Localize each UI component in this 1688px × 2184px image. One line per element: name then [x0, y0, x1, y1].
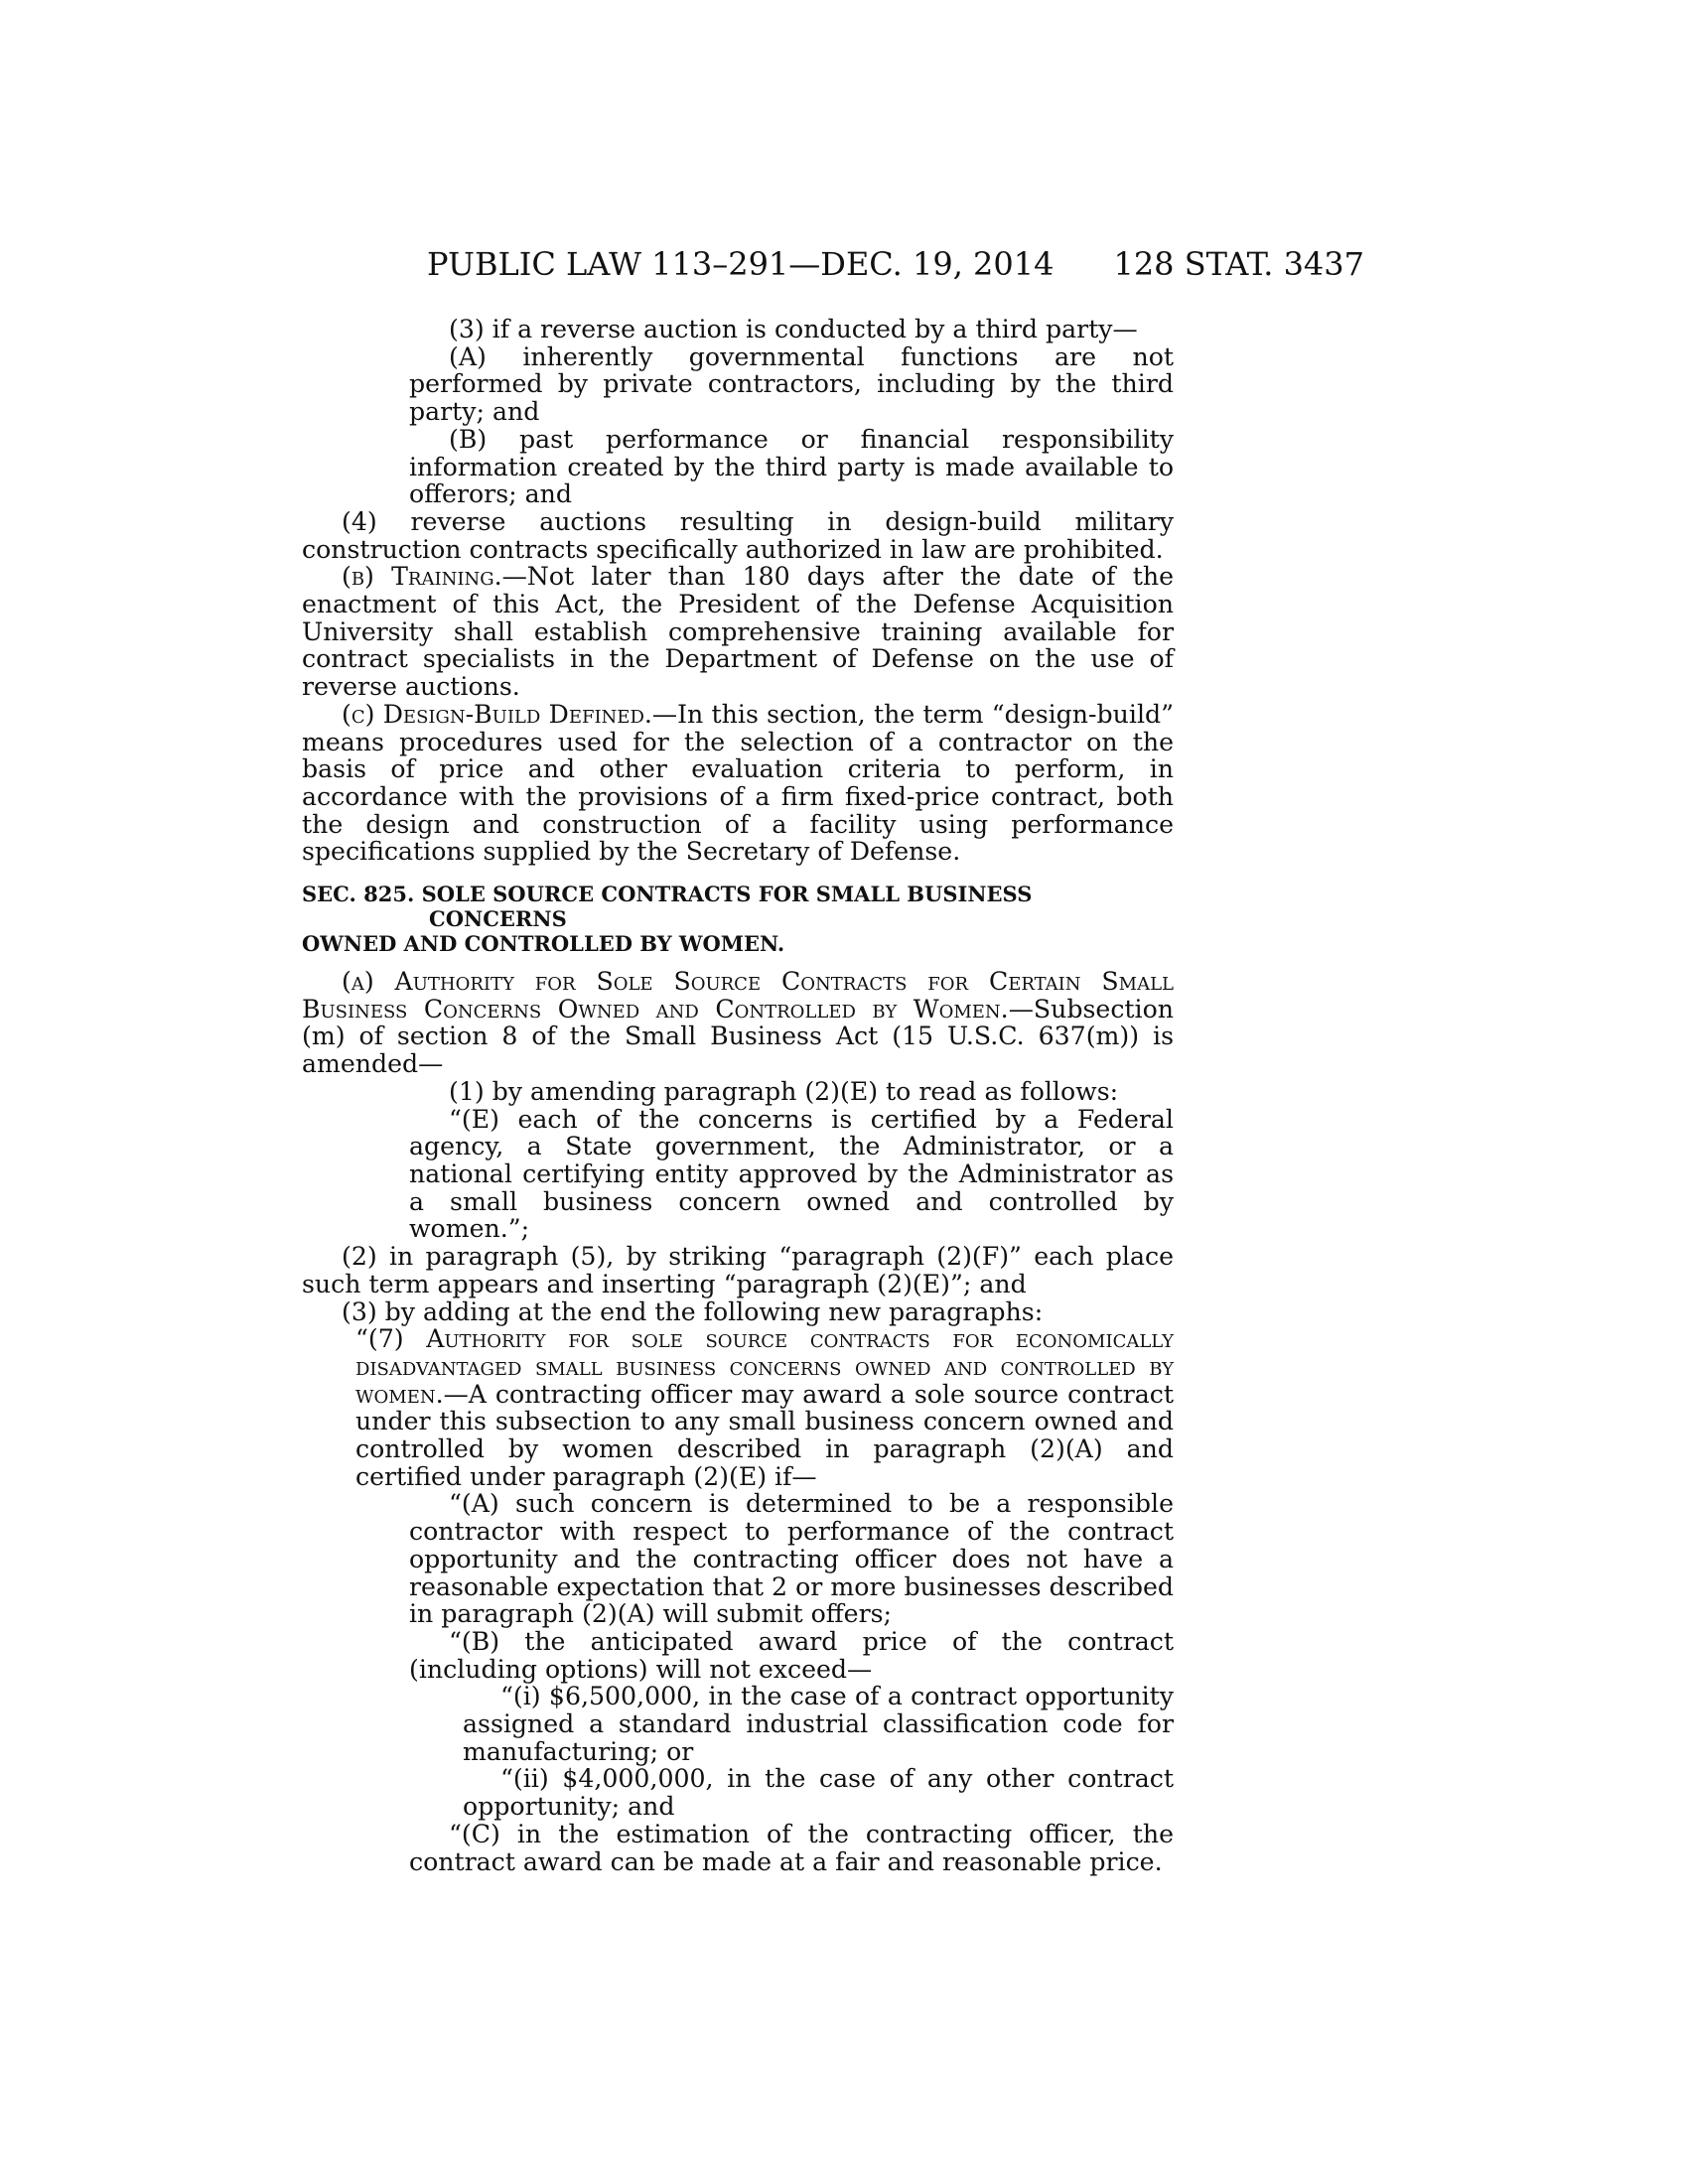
subsection-b-text: Not later than 180 days after the date of the enactment of this Act, the President of the Defense Acquisition University shall establish comprehensive training available for contract specialists in the Department of Defense on the use of reverse auctions. [302, 562, 1174, 702]
running-header-stat-page: 128 STAT. 3437 [1113, 245, 1364, 283]
paragraph-7-b-ii: “(ii) $4,000,000, in the case of any other contract opportunity; and [463, 1764, 1174, 1822]
subsection-b [302, 563, 1174, 701]
new-paragraph-7-text: A contracting officer may award a sole source contract under this subsection to any small business concern owned and controlled by women described in paragraph (2)(A) and certified under paragraph (2)(E) if— [355, 1379, 1174, 1491]
subsection-c-text: In this section, the term “design-build” means procedures used for the selection of a contractor on the basis of price and other evaluation criteria to perform, in accordance with the provisions of a firm fixed-price contract, both the design and construction of a facility using performance specifications supplied by the Secretary of Defense. [302, 699, 1174, 867]
section-heading-line-2: OWNED AND CONTROLLED BY WOMEN. [302, 931, 785, 957]
running-header-title: PUBLIC LAW 113–291—DEC. 19, 2014 [427, 245, 1055, 283]
amendment-1-paragraph-e: “(E) each of the concerns is certified by a Federal agency, a State government, the Administrator, or a national certifying entity approved by the Administrator as a small business concern owned and controlled by women.”; [409, 1104, 1174, 1244]
paragraph-4: (4) reverse auctions resulting in design-build military construction contracts specifically authorized in law are prohibited. [302, 506, 1174, 564]
subsection-b-heading: (b) Training.— [342, 562, 527, 592]
amendment-2: (2) in paragraph (5), by striking “paragraph (2)(F)” each place such term appears and inserting “paragraph (2)(E)”; and [302, 1242, 1174, 1298]
subsection-a-text: Subsection (m) of section 8 of the Small Business Act (15 U.S.C. 637(m)) is amended— [302, 994, 1174, 1079]
paragraph-3-b: (B) past performance or financial responsibility information created by the third party is made available to offerors; and [409, 424, 1174, 509]
amendment-3: (3) by adding at the end the following new paragraphs: [342, 1297, 1044, 1326]
paragraph-7-c: “(C) in the estimation of the contracting officer, the contract award can be made at a fair and reasonable price. [409, 1819, 1174, 1876]
amendment-1: (1) by amending paragraph (2)(E) to read as follows: [449, 1076, 1119, 1106]
section-825-heading [302, 882, 1174, 956]
paragraph-3: (3) if a reverse auction is conducted by a third party— [449, 315, 1138, 343]
paragraph-3-a: (A) inherently governmental functions are not performed by private contractors, including by the third party; and [409, 341, 1174, 427]
paragraph-7-a: “(A) such concern is determined to be a responsible contractor with respect to performance of the contract opportunity and the contracting officer does not have a reasonable expectation that 2 or more businesses described in paragraph (2)(A) will submit offers; [409, 1489, 1174, 1629]
subsection-a-heading: (a) Authority for Sole Source Contracts for Certain Small Business Concerns Owned and Controlled by Women.— [302, 967, 1174, 1024]
document-body [302, 316, 1174, 1875]
new-paragraph-7-heading: “(7) Authority for sole source contracts for economically disadvantaged small business concerns owned and controlled by women.— [355, 1324, 1174, 1409]
paragraph-7-b-i: “(i) $6,500,000, in the case of a contract opportunity assigned a standard industrial classification code for manufacturing; or [463, 1682, 1174, 1766]
subsection-a [302, 968, 1174, 1078]
subsection-c-heading: (c) Design-Build Defined.— [342, 699, 678, 729]
paragraph-7-b: “(B) the anticipated award price of the contract (including options) will not exceed— [409, 1626, 1174, 1684]
subsection-c [302, 701, 1174, 866]
section-heading-line-1: SEC. 825. SOLE SOURCE CONTRACTS FOR SMALL BUSINESS CONCERNS [302, 882, 1033, 932]
new-paragraph-7 [355, 1325, 1174, 1490]
